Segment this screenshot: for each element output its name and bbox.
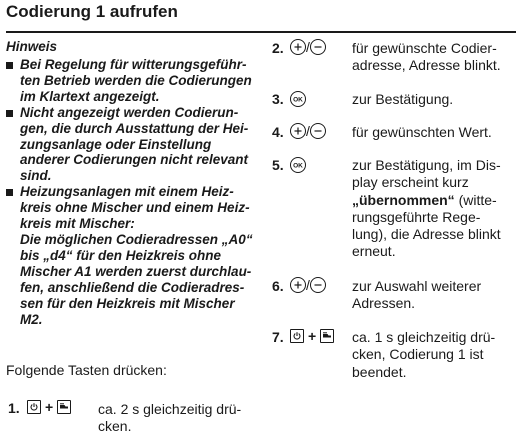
ok-key-icon — [290, 157, 306, 173]
hint-line: zungsanlage oder Einstellung — [20, 136, 212, 152]
slash-symbol: / — [306, 123, 310, 139]
hint-line: Bei Regelung für witterungsgeführ- — [20, 57, 247, 72]
step-line: lung), die Adresse blinkt — [352, 226, 501, 243]
plus-symbol: + — [45, 399, 54, 415]
service-key-icon — [57, 400, 71, 414]
svg-text:OK: OK — [293, 162, 303, 170]
step-line: zur Auswahl weiterer — [352, 278, 482, 294]
hint-line: bis „d4“ für den Heizkreis ohne — [20, 247, 222, 263]
step-text — [352, 157, 501, 261]
hint-line: anderer Codierungen nicht relevant — [20, 152, 249, 168]
hint-list — [6, 57, 256, 327]
step-line-part: (witte- — [458, 191, 497, 208]
step-line: ca. 1 s gleichzeitig drü- — [352, 329, 496, 345]
bullet-square-icon — [6, 62, 13, 69]
step-text — [98, 401, 241, 436]
step-text — [352, 124, 492, 141]
bullet-square-icon — [6, 189, 13, 196]
step-line: zur Bestätigung, im Dis- — [352, 157, 501, 173]
step-line: beendet. — [352, 363, 407, 380]
step-line: Adressen. — [352, 295, 416, 312]
step-text — [352, 329, 495, 381]
hint-line: fen, anschließend die Codieradres- — [20, 279, 245, 295]
step-number: 5. — [272, 157, 284, 173]
plus-symbol: + — [308, 328, 317, 344]
hint-line: kreis ohne Mischer und einem Heiz- — [20, 200, 250, 216]
hint-item — [6, 105, 256, 185]
power-key-icon — [27, 400, 41, 414]
step-line: adresse, Adresse blinkt. — [352, 57, 501, 74]
step-line: cken. — [98, 418, 132, 435]
step-number: 3. — [272, 91, 284, 107]
hint-heading: Hinweis — [6, 39, 58, 54]
minus-key-icon — [310, 39, 326, 55]
hint-line: ten Betrieb werden die Codierungen — [20, 72, 252, 88]
step-number: 6. — [272, 278, 284, 294]
hint-line: Nicht angezeigt werden Codierun- — [20, 104, 239, 120]
step-keys — [27, 399, 71, 415]
hint-line: im Klartext angezeigt. — [20, 88, 160, 104]
step-text — [352, 278, 481, 313]
intro-text: Folgende Tasten drücken: — [6, 362, 167, 378]
step-keys — [290, 277, 326, 293]
step-line: erneut. — [352, 243, 396, 260]
step-line: ca. 2 s gleichzeitig drü- — [98, 401, 242, 417]
step-text — [352, 40, 501, 75]
step-number: 2. — [272, 40, 284, 56]
step-number: 4. — [272, 124, 284, 140]
hint-item — [6, 184, 256, 327]
step-line: play erscheint kurz — [352, 174, 469, 191]
step-line: zur Bestätigung. — [352, 91, 454, 107]
step-keys — [290, 123, 326, 139]
plus-key-icon — [290, 39, 306, 55]
plus-key-icon — [290, 123, 306, 139]
slash-symbol: / — [306, 39, 310, 55]
step-number: 7. — [272, 329, 284, 345]
hint-item — [6, 57, 256, 105]
hint-line: Heizungsanlagen mit einem Heiz- — [20, 184, 234, 200]
bullet-square-icon — [6, 110, 13, 117]
plus-key-icon — [290, 277, 306, 293]
power-key-icon — [290, 329, 304, 343]
hint-line: kreis mit Mischer: — [20, 216, 135, 232]
service-key-icon — [320, 329, 334, 343]
step-line — [352, 192, 501, 209]
highlight-word: „übernommen“ — [352, 191, 455, 208]
slash-symbol: / — [306, 277, 310, 293]
minus-key-icon — [310, 123, 326, 139]
hint-line: Die möglichen Codieradressen „A0“ — [20, 231, 253, 247]
ok-key-icon — [290, 91, 306, 107]
step-line: für gewünschten Wert. — [352, 124, 492, 140]
step-line: für gewünschte Codier- — [352, 40, 497, 56]
hint-line: sind. — [20, 168, 52, 184]
step-keys — [290, 328, 334, 344]
minus-key-icon — [310, 277, 326, 293]
step-keys — [290, 90, 306, 108]
hint-line: sen für den Heizkreis mit Mischer — [20, 295, 235, 311]
step-line: cken, Codierung 1 ist — [352, 346, 484, 363]
page-title: Codierung 1 aufrufen — [6, 1, 516, 33]
hint-line: M2. — [20, 311, 43, 327]
step-keys — [290, 156, 306, 174]
hint-line: Mischer A1 werden zuerst durchlau- — [20, 263, 252, 279]
svg-text:OK: OK — [293, 96, 303, 104]
step-text — [352, 91, 453, 108]
step-keys — [290, 39, 326, 55]
step-number: 1. — [8, 400, 20, 416]
hint-line: gen, die durch Ausstattung der Hei- — [20, 120, 249, 136]
step-line: rungsgeführte Rege- — [352, 208, 481, 225]
